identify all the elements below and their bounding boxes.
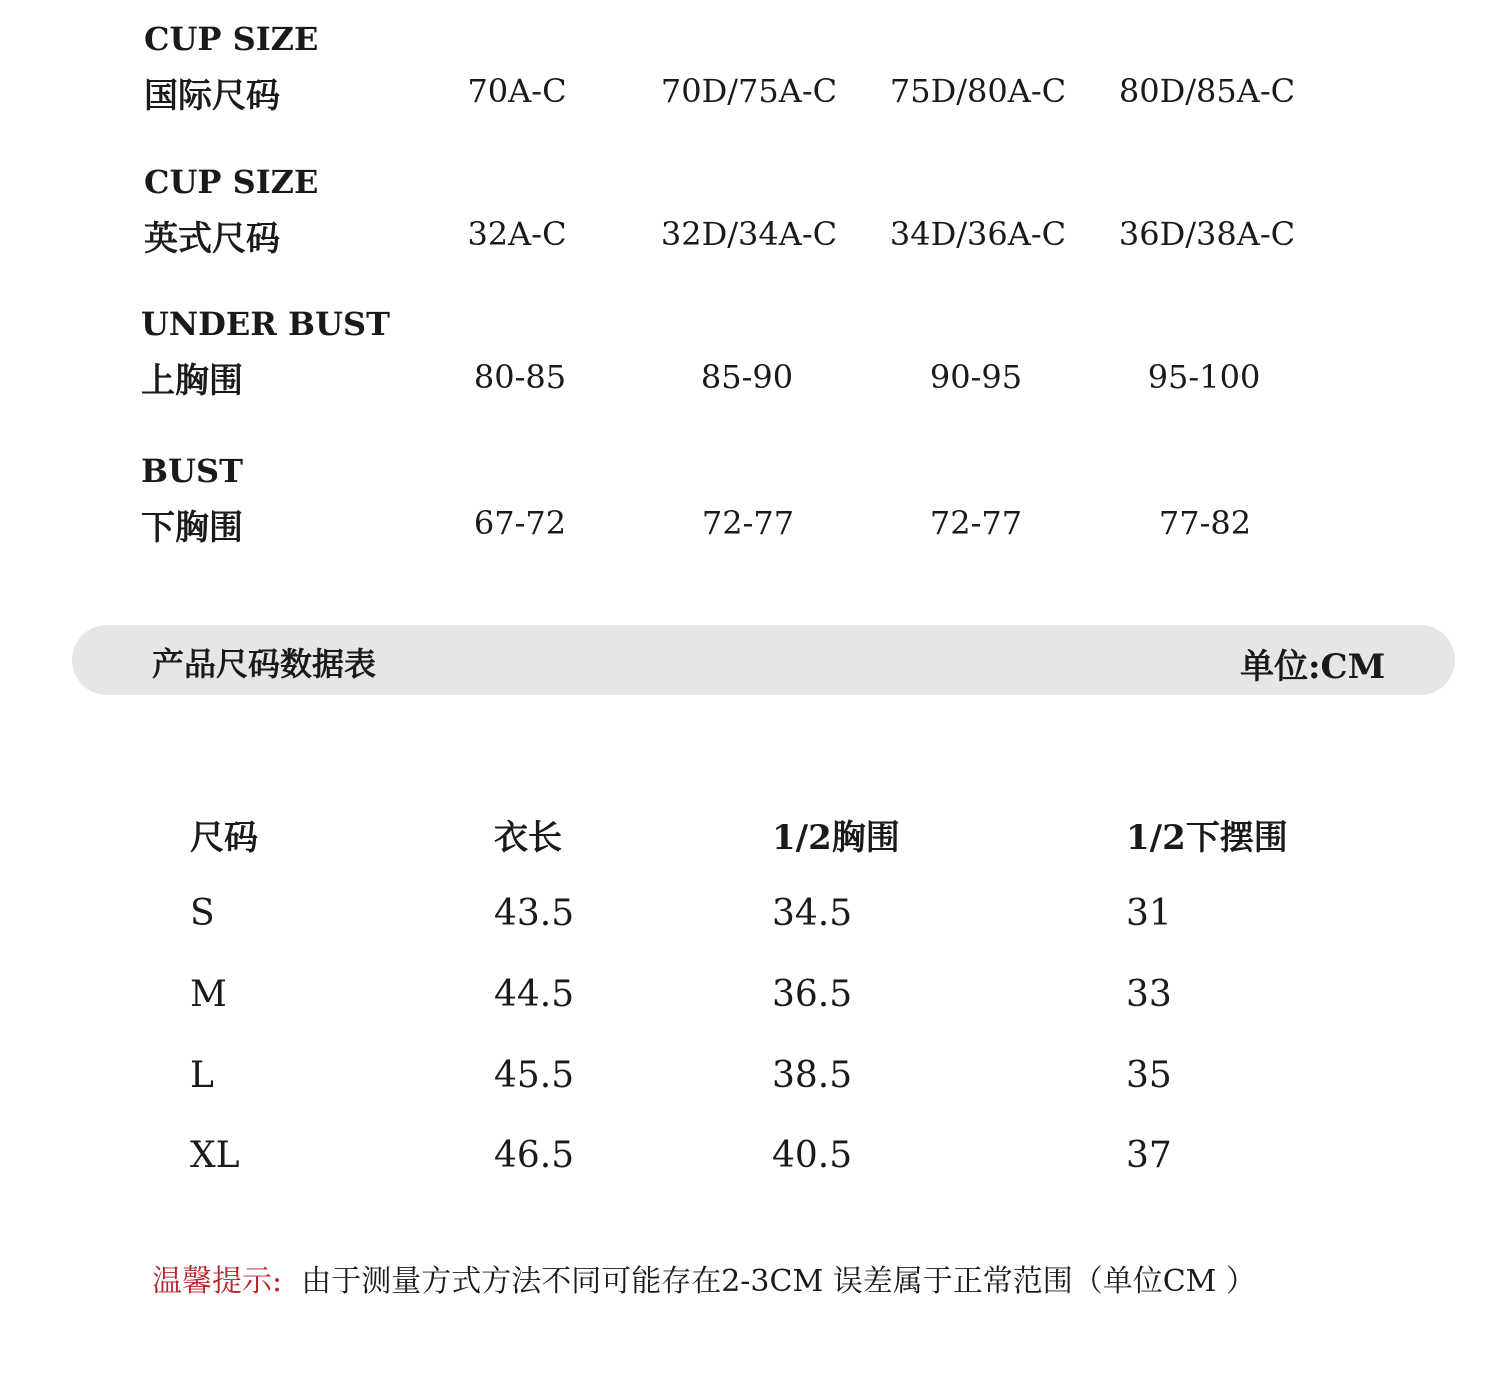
table-cell: 38.5 [772, 1055, 853, 1096]
conversion-cell: 70D/75A-C [660, 72, 838, 110]
table-cell: L [190, 1055, 214, 1096]
table-cell: 44.5 [494, 974, 575, 1015]
conversion-row-label-cn: 英式尺码 [144, 219, 280, 259]
table-cell: 46.5 [494, 1135, 575, 1176]
conversion-row-label-en: UNDER BUST [141, 305, 390, 343]
conversion-cell: 77-82 [1158, 504, 1252, 542]
conversion-cell: 95-100 [1147, 358, 1261, 396]
conversion-cell: 80D/85A-C [1118, 72, 1296, 110]
note-text: 由于测量方式方法不同可能存在2-3CM 误差属于正常范围（单位CM ） [301, 1264, 1256, 1299]
conversion-cell: 90-95 [929, 358, 1023, 396]
conversion-cell: 67-72 [473, 504, 567, 542]
conversion-cell: 75D/80A-C [889, 72, 1067, 110]
measurement-note [152, 1256, 1256, 1300]
table-header: 衣长 [494, 818, 562, 858]
table-header: 尺码 [190, 818, 258, 858]
conversion-cell: 72-77 [929, 504, 1023, 542]
table-header: 1/2下摆围 [1126, 818, 1288, 858]
table-cell: 40.5 [772, 1135, 853, 1176]
conversion-row-label-en: CUP SIZE [144, 20, 319, 58]
conversion-cell: 72-77 [701, 504, 795, 542]
table-cell: 45.5 [494, 1055, 575, 1096]
section-banner [72, 625, 1455, 695]
table-header: 1/2胸围 [772, 818, 900, 858]
conversion-row-label-cn: 国际尺码 [144, 76, 280, 116]
conversion-cell: 32D/34A-C [660, 215, 838, 253]
conversion-row-label-en: BUST [141, 452, 243, 490]
banner-unit: 单位:CM [1240, 647, 1386, 687]
banner-title: 产品尺码数据表 [152, 645, 377, 683]
conversion-cell: 80-85 [473, 358, 567, 396]
conversion-cell: 85-90 [700, 358, 794, 396]
conversion-cell: 32A-C [467, 215, 567, 253]
conversion-row-label-cn: 上胸围 [141, 361, 243, 401]
table-cell: 36.5 [772, 974, 853, 1015]
note-label: 温馨提示: [152, 1264, 283, 1299]
table-cell: 35 [1126, 1055, 1172, 1096]
conversion-cell: 70A-C [467, 72, 567, 110]
conversion-cell: 34D/36A-C [889, 215, 1067, 253]
table-cell: 37 [1126, 1135, 1172, 1176]
conversion-row-label-en: CUP SIZE [144, 163, 319, 201]
table-cell: 33 [1126, 974, 1172, 1015]
table-cell: 34.5 [772, 893, 853, 934]
table-cell: M [190, 974, 227, 1015]
conversion-cell: 36D/38A-C [1118, 215, 1296, 253]
table-cell: S [190, 893, 215, 934]
conversion-row-label-cn: 下胸围 [141, 508, 243, 548]
table-cell: XL [190, 1135, 240, 1176]
table-cell: 43.5 [494, 893, 575, 934]
table-cell: 31 [1126, 893, 1172, 934]
